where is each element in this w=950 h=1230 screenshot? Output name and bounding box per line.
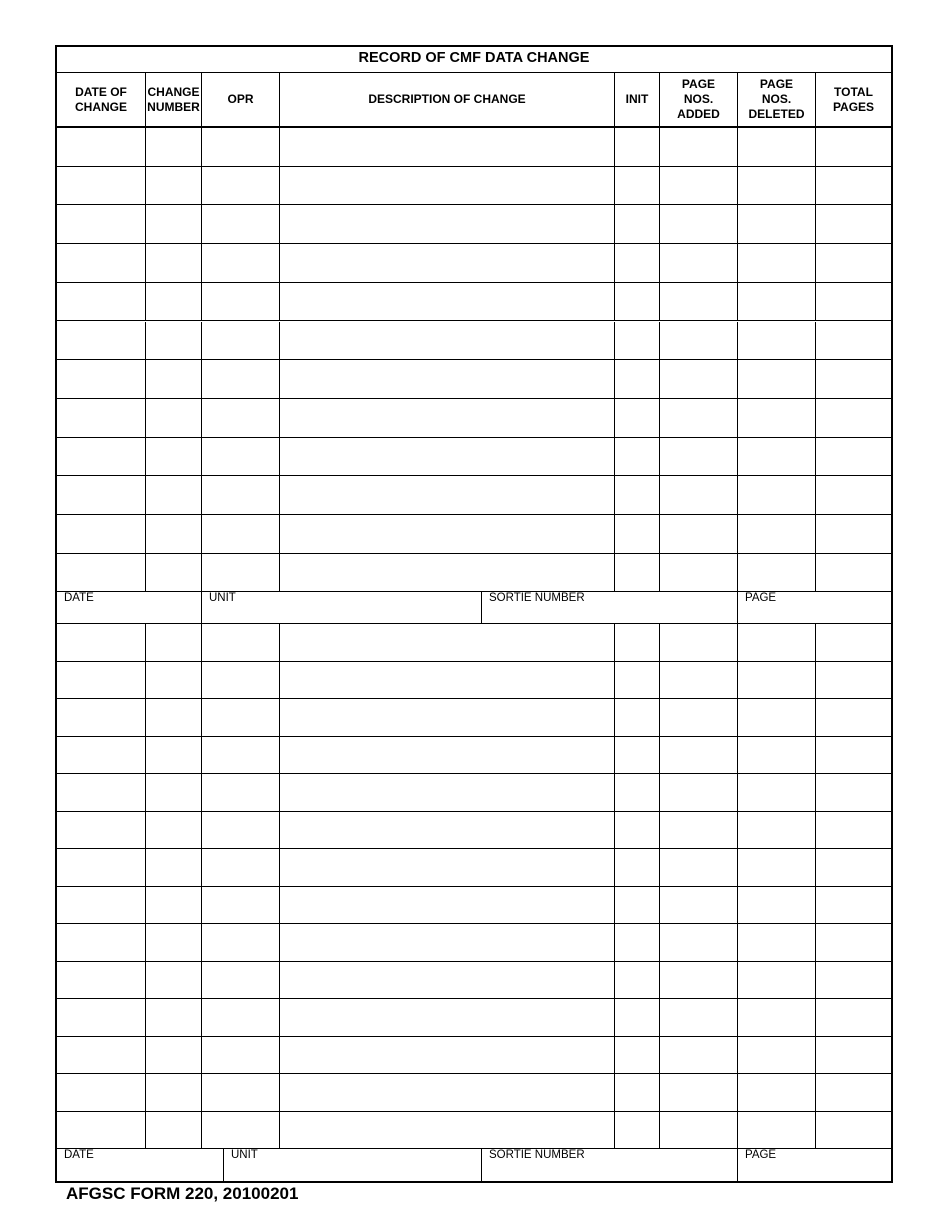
table-row: [57, 360, 891, 399]
table-cell[interactable]: [816, 887, 891, 924]
table-cell[interactable]: [146, 167, 202, 205]
table-cell[interactable]: [146, 962, 202, 999]
table-row: [57, 737, 891, 775]
table-cell[interactable]: [660, 399, 738, 437]
column-header: PAGE NOS. DELETED: [738, 73, 816, 126]
table-cell[interactable]: [57, 962, 146, 999]
table-cell[interactable]: [816, 812, 891, 849]
table-cell[interactable]: [660, 438, 738, 476]
table-cell[interactable]: [738, 554, 816, 592]
table-row: [57, 624, 891, 662]
table-cell[interactable]: [615, 624, 660, 661]
table-cell[interactable]: [57, 737, 146, 774]
date-field-value[interactable]: [64, 605, 201, 617]
table-cell[interactable]: [280, 167, 615, 205]
table-cell[interactable]: [146, 1037, 202, 1074]
table-cell[interactable]: [146, 624, 202, 661]
table-cell[interactable]: [57, 924, 146, 961]
table-cell[interactable]: [738, 1112, 816, 1149]
table-cell[interactable]: [615, 812, 660, 849]
table-cell[interactable]: [202, 1037, 280, 1074]
table-cell[interactable]: [280, 1074, 615, 1111]
table-cell[interactable]: [816, 737, 891, 774]
table-cell[interactable]: [146, 205, 202, 243]
table-cell[interactable]: [660, 774, 738, 811]
table-cell[interactable]: [738, 849, 816, 886]
table-cell[interactable]: [660, 924, 738, 961]
table-cell[interactable]: [615, 737, 660, 774]
cmf-data-change-form: [55, 45, 893, 1183]
table-cell[interactable]: [615, 999, 660, 1036]
table-cell[interactable]: [738, 1037, 816, 1074]
table-cell[interactable]: [146, 438, 202, 476]
table-cell[interactable]: [615, 1112, 660, 1149]
table-cell[interactable]: [280, 554, 615, 592]
table-row: [57, 554, 891, 593]
table-cell[interactable]: [660, 1037, 738, 1074]
table-cell[interactable]: [615, 476, 660, 514]
table-cell[interactable]: [738, 167, 816, 205]
table-cell[interactable]: [660, 699, 738, 736]
table-cell[interactable]: [660, 244, 738, 282]
column-header: OPR: [202, 73, 280, 126]
table-cell[interactable]: [202, 322, 280, 360]
table-cell[interactable]: [660, 624, 738, 661]
column-header: PAGE NOS. ADDED: [660, 73, 738, 126]
table-cell[interactable]: [146, 999, 202, 1036]
table-cell[interactable]: [202, 662, 280, 699]
table-row: [57, 399, 891, 438]
table-cell[interactable]: [146, 244, 202, 282]
table-cell[interactable]: [660, 849, 738, 886]
table-cell[interactable]: [816, 128, 891, 166]
table-cell[interactable]: [280, 283, 615, 321]
table-cell[interactable]: [57, 476, 146, 514]
table-row: [57, 849, 891, 887]
table-cell[interactable]: [280, 699, 615, 736]
table-cell[interactable]: [816, 962, 891, 999]
table-cell[interactable]: [660, 205, 738, 243]
table-cell[interactable]: [615, 1074, 660, 1111]
table-cell[interactable]: [738, 128, 816, 166]
page-field[interactable]: [738, 592, 891, 623]
table-cell[interactable]: [280, 774, 615, 811]
table-cell[interactable]: [660, 167, 738, 205]
table-cell[interactable]: [816, 554, 891, 592]
table-cell[interactable]: [57, 128, 146, 166]
column-header: TOTAL PAGES: [832, 84, 875, 114]
form-info-row: [57, 592, 891, 624]
table-cell[interactable]: [146, 128, 202, 166]
table-cell[interactable]: [615, 322, 660, 360]
sortie-number-field[interactable]: [482, 1149, 738, 1183]
table-row: [57, 438, 891, 477]
table-row: [57, 812, 891, 850]
table-cell[interactable]: [816, 283, 891, 321]
table-cell[interactable]: [57, 1074, 146, 1111]
table-cell[interactable]: [615, 438, 660, 476]
table-cell[interactable]: [202, 554, 280, 592]
table-cell[interactable]: [202, 737, 280, 774]
table-cell[interactable]: [146, 515, 202, 553]
table-cell[interactable]: [615, 924, 660, 961]
table-cell[interactable]: [57, 849, 146, 886]
table-cell[interactable]: [202, 205, 280, 243]
unit-field[interactable]: [202, 592, 482, 623]
table-cell[interactable]: [202, 774, 280, 811]
table-cell[interactable]: [816, 399, 891, 437]
table-cell[interactable]: [280, 438, 615, 476]
table-cell[interactable]: [146, 283, 202, 321]
table-row: [57, 699, 891, 737]
table-cell[interactable]: [146, 662, 202, 699]
page-field-label: PAGE: [745, 1149, 777, 1162]
table-cell[interactable]: [738, 662, 816, 699]
table-cell[interactable]: [615, 283, 660, 321]
table-cell[interactable]: [146, 399, 202, 437]
table-row: [57, 476, 891, 515]
table-cell[interactable]: [202, 1112, 280, 1149]
table-row: [57, 774, 891, 812]
table-cell[interactable]: [202, 624, 280, 661]
table-cell[interactable]: [615, 399, 660, 437]
table-cell[interactable]: [738, 699, 816, 736]
table-cell[interactable]: [280, 128, 615, 166]
table-cell[interactable]: [660, 887, 738, 924]
page-field-label: PAGE: [745, 592, 777, 605]
table-cell[interactable]: [202, 999, 280, 1036]
table-cell[interactable]: [202, 438, 280, 476]
table-cell[interactable]: [202, 962, 280, 999]
table-cell[interactable]: [615, 515, 660, 553]
table-cell[interactable]: [57, 554, 146, 592]
table-row: [57, 662, 891, 700]
table-cell[interactable]: [146, 924, 202, 961]
form-title: RECORD OF CMF DATA CHANGE: [57, 47, 891, 73]
table-cell[interactable]: [660, 1112, 738, 1149]
unit-field[interactable]: [224, 1149, 482, 1183]
table-cell[interactable]: [615, 554, 660, 592]
table-cell[interactable]: [816, 849, 891, 886]
table-cell[interactable]: [738, 887, 816, 924]
table-cell[interactable]: [738, 774, 816, 811]
table-cell[interactable]: [280, 999, 615, 1036]
table-cell[interactable]: [738, 999, 816, 1036]
table-cell[interactable]: [280, 360, 615, 398]
date-field-label: DATE: [64, 1149, 94, 1162]
table-cell[interactable]: [202, 399, 280, 437]
table-cell[interactable]: [615, 167, 660, 205]
table-cell[interactable]: [202, 849, 280, 886]
table-cell[interactable]: [816, 699, 891, 736]
table-cell[interactable]: [280, 1037, 615, 1074]
table-cell[interactable]: [146, 699, 202, 736]
table-cell[interactable]: [816, 774, 891, 811]
table-row: [57, 962, 891, 1000]
table-cell[interactable]: [280, 924, 615, 961]
table-cell[interactable]: [146, 1074, 202, 1111]
table-cell[interactable]: [202, 887, 280, 924]
date-field[interactable]: [57, 592, 202, 623]
table-row: [57, 924, 891, 962]
table-cell[interactable]: [146, 737, 202, 774]
table-cell[interactable]: [738, 737, 816, 774]
table-row: [57, 205, 891, 244]
table-cell[interactable]: [816, 438, 891, 476]
table-cell[interactable]: [202, 360, 280, 398]
unit-field-value[interactable]: [209, 605, 481, 617]
table-cell[interactable]: [615, 662, 660, 699]
table-cell[interactable]: [146, 554, 202, 592]
table-cell[interactable]: [280, 476, 615, 514]
page-field-value[interactable]: [745, 1162, 891, 1174]
sortie-number-field[interactable]: [482, 592, 738, 623]
table-cell[interactable]: [146, 812, 202, 849]
table-cell[interactable]: [738, 924, 816, 961]
table-row: [57, 1074, 891, 1112]
table-cell[interactable]: [738, 438, 816, 476]
table-cell[interactable]: [738, 515, 816, 553]
table-cell[interactable]: [57, 283, 146, 321]
table-cell[interactable]: [57, 205, 146, 243]
table-cell[interactable]: [57, 399, 146, 437]
table-cell[interactable]: [738, 1074, 816, 1111]
table-cell[interactable]: [615, 128, 660, 166]
page-field-value[interactable]: [745, 605, 891, 617]
table-cell[interactable]: [660, 128, 738, 166]
table-cell[interactable]: [280, 662, 615, 699]
table-cell[interactable]: [146, 887, 202, 924]
unit-field-label: UNIT: [209, 592, 236, 605]
table-cell[interactable]: [615, 962, 660, 999]
table-cell[interactable]: [57, 699, 146, 736]
table-cell[interactable]: [57, 624, 146, 661]
date-field-value[interactable]: [64, 1162, 223, 1174]
table-cell[interactable]: [202, 1074, 280, 1111]
table-cell[interactable]: [660, 283, 738, 321]
table-cell[interactable]: [146, 1112, 202, 1149]
table-cell[interactable]: [816, 1112, 891, 1149]
table-row: [57, 887, 891, 925]
table-cell[interactable]: [615, 244, 660, 282]
table-cell[interactable]: [738, 624, 816, 661]
table-cell[interactable]: [738, 205, 816, 243]
table-cell[interactable]: [202, 283, 280, 321]
page-field[interactable]: [738, 1149, 891, 1183]
table-cell[interactable]: [57, 662, 146, 699]
table-cell[interactable]: [816, 924, 891, 961]
table-cell[interactable]: [202, 515, 280, 553]
table-cell[interactable]: [202, 244, 280, 282]
table-row: [57, 128, 891, 167]
table-cell[interactable]: [816, 999, 891, 1036]
table-cell[interactable]: [816, 662, 891, 699]
table-cell[interactable]: [660, 360, 738, 398]
table-cell[interactable]: [816, 1037, 891, 1074]
column-header: DATE OF CHANGE: [57, 73, 146, 126]
table-cell[interactable]: [146, 476, 202, 514]
date-field[interactable]: [57, 1149, 224, 1183]
table-cell[interactable]: [660, 662, 738, 699]
unit-field-value[interactable]: [231, 1162, 481, 1174]
table-cell[interactable]: [660, 999, 738, 1036]
table-cell[interactable]: [738, 399, 816, 437]
table-cell[interactable]: [738, 283, 816, 321]
table-cell[interactable]: [816, 624, 891, 661]
table-cell[interactable]: [816, 205, 891, 243]
table-cell[interactable]: [738, 962, 816, 999]
table-cell[interactable]: [146, 849, 202, 886]
table-cell[interactable]: [738, 322, 816, 360]
table-cell[interactable]: [202, 167, 280, 205]
table-cell[interactable]: [57, 244, 146, 282]
table-cell[interactable]: [816, 476, 891, 514]
table-row: [57, 244, 891, 283]
table-cell[interactable]: [280, 1112, 615, 1149]
column-header-row: [57, 73, 891, 128]
table-cell[interactable]: [738, 360, 816, 398]
table-cell[interactable]: [738, 244, 816, 282]
table-cell[interactable]: [660, 962, 738, 999]
table-cell[interactable]: [280, 737, 615, 774]
table-cell[interactable]: [280, 887, 615, 924]
table-cell[interactable]: [146, 774, 202, 811]
table-cell[interactable]: [660, 322, 738, 360]
table-row: [57, 999, 891, 1037]
table-cell[interactable]: [738, 812, 816, 849]
table-cell[interactable]: [660, 812, 738, 849]
table-cell[interactable]: [202, 476, 280, 514]
table-cell[interactable]: [57, 774, 146, 811]
table-cell[interactable]: [816, 244, 891, 282]
table-cell[interactable]: [280, 205, 615, 243]
table-cell[interactable]: [57, 999, 146, 1036]
table-row: [57, 1037, 891, 1075]
table-row: [57, 283, 891, 322]
table-cell[interactable]: [816, 322, 891, 360]
column-header: DESCRIPTION OF CHANGE: [280, 73, 615, 126]
table-cell[interactable]: [57, 812, 146, 849]
table-cell[interactable]: [57, 1037, 146, 1074]
table-cell[interactable]: [280, 399, 615, 437]
table-cell[interactable]: [280, 962, 615, 999]
table-cell[interactable]: [615, 849, 660, 886]
table-cell[interactable]: [280, 515, 615, 553]
table-cell[interactable]: [615, 699, 660, 736]
table-cell[interactable]: [816, 515, 891, 553]
column-header: INIT: [615, 73, 660, 126]
table-cell[interactable]: [57, 887, 146, 924]
sortie-number-field-value[interactable]: [489, 1162, 737, 1174]
table-cell[interactable]: [816, 167, 891, 205]
table-cell[interactable]: [57, 322, 146, 360]
table-cell[interactable]: [660, 515, 738, 553]
date-field-label: DATE: [64, 592, 94, 605]
table-row: [57, 1112, 891, 1150]
table-cell[interactable]: [146, 360, 202, 398]
table-cell[interactable]: [202, 699, 280, 736]
table-cell[interactable]: [57, 438, 146, 476]
table-row: [57, 515, 891, 554]
table-cell[interactable]: [660, 1074, 738, 1111]
unit-field-label: UNIT: [231, 1149, 258, 1162]
table-cell[interactable]: [615, 774, 660, 811]
table-cell[interactable]: [280, 322, 615, 360]
table-cell[interactable]: [202, 128, 280, 166]
table-cell[interactable]: [57, 1112, 146, 1149]
table-cell[interactable]: [146, 322, 202, 360]
sortie-number-field-value[interactable]: [489, 605, 737, 617]
table-cell[interactable]: [57, 167, 146, 205]
form-id-footer: AFGSC FORM 220, 20100201: [66, 1184, 299, 1203]
table-cell[interactable]: [816, 360, 891, 398]
table-cell[interactable]: [280, 624, 615, 661]
table-cell[interactable]: [280, 244, 615, 282]
table-cell[interactable]: [57, 360, 146, 398]
table-row: [57, 322, 891, 361]
table-cell[interactable]: [615, 360, 660, 398]
table-row: [57, 167, 891, 206]
table-cell[interactable]: [615, 887, 660, 924]
table-cell[interactable]: [660, 476, 738, 514]
table-cell[interactable]: [202, 924, 280, 961]
sortie-number-field-label: SORTIE NUMBER: [489, 1149, 585, 1162]
sortie-number-field-label: SORTIE NUMBER: [489, 592, 585, 605]
table-cell[interactable]: [280, 812, 615, 849]
table-cell[interactable]: [738, 476, 816, 514]
table-cell[interactable]: [57, 515, 146, 553]
column-header: CHANGE NUMBER: [146, 73, 202, 126]
table-cell[interactable]: [280, 849, 615, 886]
table-cell[interactable]: [816, 1074, 891, 1111]
table-cell[interactable]: [660, 554, 738, 592]
table-cell[interactable]: [202, 812, 280, 849]
form-info-row: [57, 1149, 891, 1183]
table-cell[interactable]: [615, 1037, 660, 1074]
table-cell[interactable]: [615, 205, 660, 243]
table-cell[interactable]: [660, 737, 738, 774]
